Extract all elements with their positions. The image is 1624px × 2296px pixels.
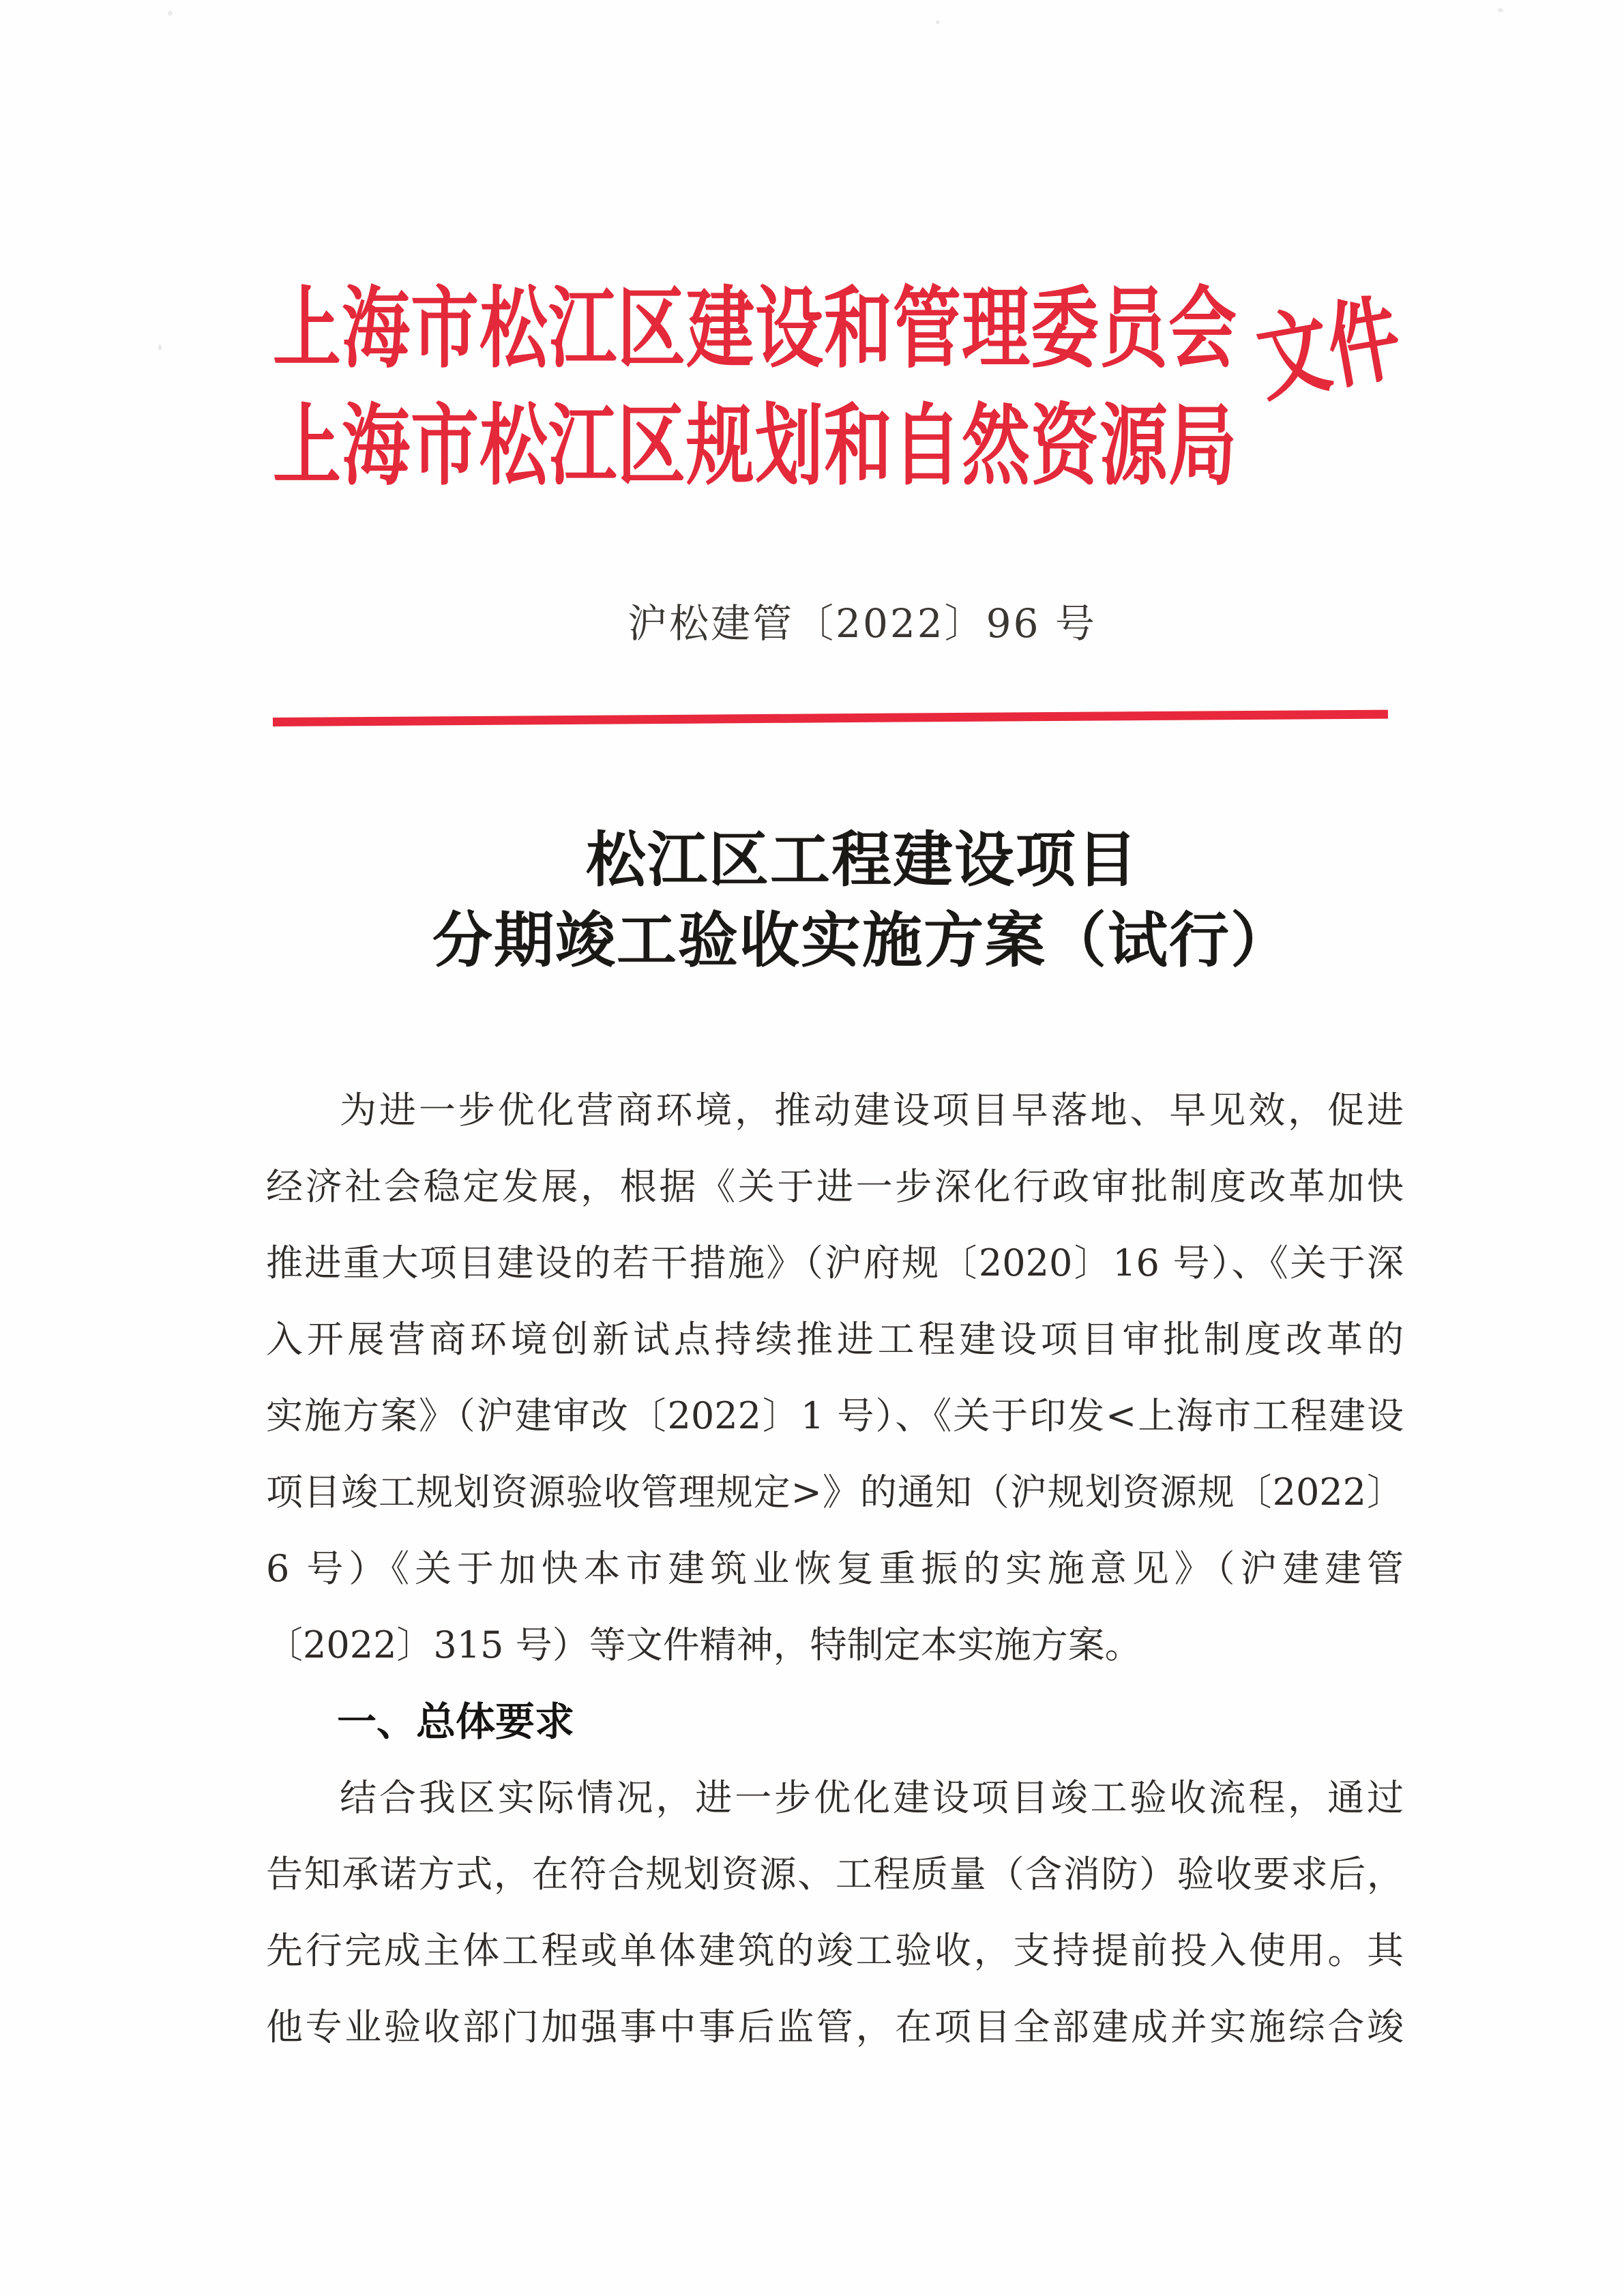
scan-artifact	[158, 344, 162, 351]
body-line: 〔2022〕315 号）等文件精神，特制定本实施方案。	[266, 1623, 1142, 1666]
body-line: 告知承诺方式，在符合规划资源、工程质量（含消防）验收要求后，	[266, 1853, 1404, 1896]
body-line: 推进重大项目建设的若干措施》（沪府规〔2020〕16 号）、《关于深	[266, 1241, 1404, 1284]
body-line: 项目竣工规划资源验收管理规定>》的通知（沪规划资源规〔2022〕	[266, 1471, 1404, 1514]
scan-artifact	[168, 11, 173, 16]
document-title-line1: 松江区工程建设项目	[585, 824, 1138, 895]
doc-type-label: 文件	[1249, 281, 1408, 415]
section-heading: 一、总体要求	[337, 1698, 575, 1745]
body-line: 他专业验收部门加强事中事后监管，在项目全部建成并实施综合竣	[266, 2005, 1404, 2048]
letterhead-agency-line2: 上海市松江区规划和自然资源局	[273, 393, 1237, 498]
body-text	[266, 1072, 1404, 2065]
doc-number: 沪松建管〔2022〕96 号	[628, 600, 1097, 647]
body-line: 经济社会稳定发展，根据《关于进一步深化行政审批制度改革加快	[266, 1165, 1404, 1208]
body-line: 6 号）《关于加快本市建筑业恢复重振的实施意见》（沪建建管	[266, 1547, 1404, 1590]
scan-artifact	[1498, 8, 1503, 12]
red-divider	[273, 710, 1388, 726]
body-line: 为进一步优化营商环境，推动建设项目早落地、早见效，促进	[340, 1089, 1404, 1132]
document-title-line2: 分期竣工验收实施方案（试行）	[432, 904, 1292, 975]
body-line: 先行完成主体工程或单体建筑的竣工验收，支持提前投入使用。其	[266, 1929, 1404, 1972]
body-line: 入开展营商环境创新试点持续推进工程建设项目审批制度改革的	[266, 1318, 1404, 1361]
letterhead-agency-line1: 上海市松江区建设和管理委员会	[273, 276, 1237, 381]
scan-artifact	[936, 20, 940, 24]
body-line: 结合我区实际情况，进一步优化建设项目竣工验收流程，通过	[340, 1776, 1404, 1819]
body-line: 实施方案》（沪建审改〔2022〕1 号）、《关于印发<上海市工程建设	[266, 1394, 1404, 1437]
